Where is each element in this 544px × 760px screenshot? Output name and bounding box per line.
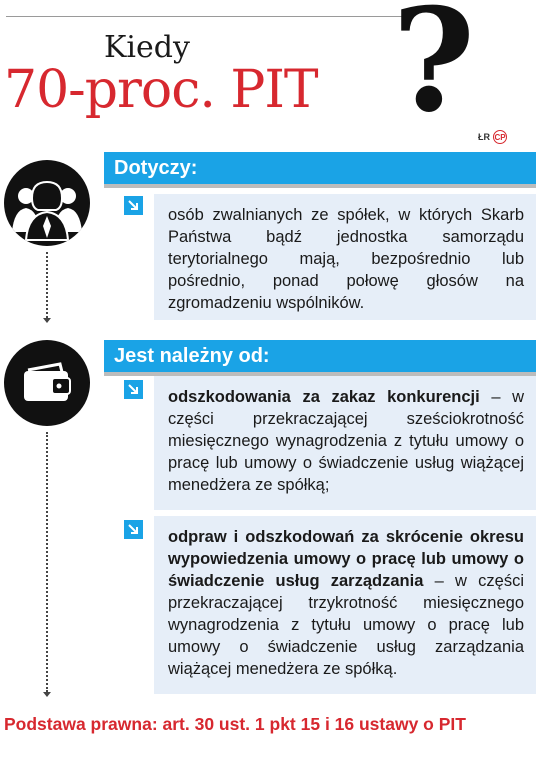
payable-item-text: – w części przekraczającej sześciokrotność miesięcznego wynagrodzenia z tytułu umowy o pracę lub umowy o świadczenie usług wiążącej menedżera ze spółką; xyxy=(168,388,525,494)
applies-to-panel xyxy=(154,194,536,320)
payable-item-heading: odszkodowania za zakaz konkurencji xyxy=(168,388,480,406)
people-icon xyxy=(4,160,90,246)
arrow-down-right-icon xyxy=(124,520,143,539)
payable-item-text: – w części przekraczającej trzykrotność miesięcznego wynagrodzenia z tytułu umowy o pracę lub umowy o świadczenie usług zarządzania wiążącej menedżera ze spółką. xyxy=(168,572,525,678)
timeline-connector xyxy=(46,432,48,692)
connector-arrow-icon xyxy=(43,318,51,323)
question-mark: ? xyxy=(392,0,476,144)
wallet-icon xyxy=(4,340,90,426)
applies-to-text: osób zwalnianych ze spółek, w których Skarb Państwa bądź jednostka samorządu terytorialnego mają, bezpośrednio lub pośrednio, ponad połowę głosów na zgromadzeniu wspólników. xyxy=(168,206,524,312)
credit-initials: ŁR xyxy=(478,132,490,142)
credit xyxy=(478,130,507,144)
arrow-down-right-icon xyxy=(124,196,143,215)
top-rule xyxy=(6,16,406,17)
banner-applies-to: Dotyczy: xyxy=(104,152,536,184)
banner-payable-on: Jest należny od: xyxy=(104,340,536,372)
payable-item-heading: odpraw i odszkodowań za skrócenie okresu wypowiedzenia umowy o pracę lub umowy o świadczenie usług zarządzania xyxy=(168,528,524,590)
kicker: Kiedy xyxy=(104,30,190,65)
headline: 70-proc. PIT xyxy=(4,60,318,120)
arrow-down-right-icon xyxy=(124,380,143,399)
payable-item-panel xyxy=(154,376,536,510)
connector-arrow-icon xyxy=(43,692,51,697)
cp-logo-icon: CP xyxy=(493,130,507,144)
timeline-connector xyxy=(46,252,48,318)
legal-basis: Podstawa prawna: art. 30 ust. 1 pkt 15 i 16 ustawy o PIT xyxy=(4,714,466,734)
payable-item-panel xyxy=(154,516,536,694)
